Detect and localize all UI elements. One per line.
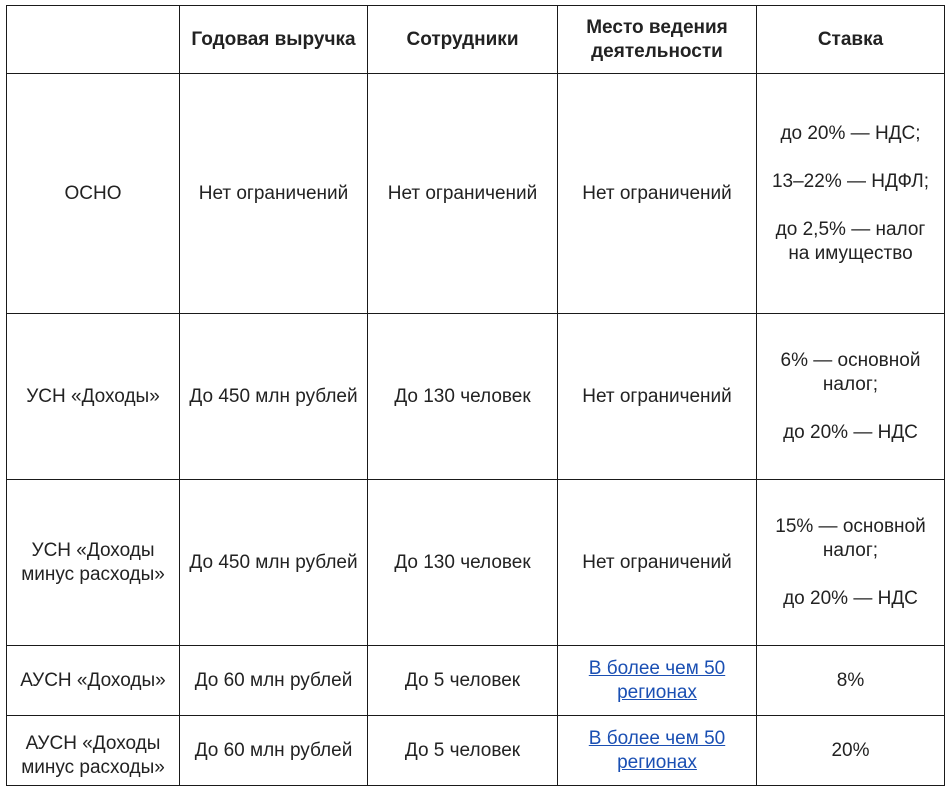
regime-cell: АУСН «Доходы» bbox=[7, 646, 180, 716]
employees-cell: До 130 человек bbox=[368, 480, 558, 646]
rate-cell bbox=[757, 480, 945, 646]
rate-line: 15% — основной налог; bbox=[775, 515, 926, 561]
rate-cell: 8% bbox=[757, 646, 945, 716]
location-cell: Нет ограничений bbox=[558, 314, 757, 480]
rate-cell bbox=[757, 74, 945, 314]
rate-line: до 2,5% — налог на имущество bbox=[775, 218, 926, 264]
revenue-cell: До 450 млн рублей bbox=[180, 480, 368, 646]
revenue-cell: До 60 млн рублей bbox=[180, 716, 368, 786]
revenue-cell: Нет ограничений bbox=[180, 74, 368, 314]
rate-line: 6% — основной налог; bbox=[780, 349, 921, 395]
table-row bbox=[7, 314, 945, 480]
revenue-cell: До 450 млн рублей bbox=[180, 314, 368, 480]
rate-line: до 20% — НДС bbox=[783, 421, 918, 443]
regime-cell: УСН «Доходы минус расходы» bbox=[7, 480, 180, 646]
regime-cell: ОСНО bbox=[7, 74, 180, 314]
location-cell bbox=[558, 646, 757, 716]
header-location: Место ведения деятельности bbox=[558, 6, 757, 74]
header-rate: Ставка bbox=[757, 6, 945, 74]
regions-link[interactable]: В более чем 50 регионах bbox=[588, 727, 726, 773]
rate-line: 13–22% — НДФЛ; bbox=[771, 170, 930, 192]
regime-text: АУСН «Доходы минус расходы» bbox=[21, 733, 165, 778]
regions-link[interactable]: В более чем 50 регионах bbox=[588, 657, 726, 703]
employees-cell: До 130 человек bbox=[368, 314, 558, 480]
employees-cell: Нет ограничений bbox=[368, 74, 558, 314]
revenue-cell: До 60 млн рублей bbox=[180, 646, 368, 716]
tax-regimes-table bbox=[6, 5, 945, 786]
regime-cell bbox=[7, 716, 180, 786]
rate-cell: 20% bbox=[757, 716, 945, 786]
rate-line: до 20% — НДС; bbox=[780, 122, 921, 144]
employees-cell: До 5 человек bbox=[368, 716, 558, 786]
table-row bbox=[7, 646, 945, 716]
location-cell bbox=[558, 716, 757, 786]
location-cell: Нет ограничений bbox=[558, 480, 757, 646]
header-row bbox=[7, 6, 945, 74]
header-employees: Сотрудники bbox=[368, 6, 558, 74]
location-cell: Нет ограничений bbox=[558, 74, 757, 314]
header-revenue: Годовая выручка bbox=[180, 6, 368, 74]
table-row bbox=[7, 480, 945, 646]
table-row bbox=[7, 716, 945, 786]
header-regime bbox=[7, 6, 180, 74]
employees-cell: До 5 человек bbox=[368, 646, 558, 716]
regime-cell: УСН «Доходы» bbox=[7, 314, 180, 480]
table-row bbox=[7, 74, 945, 314]
rate-line: до 20% — НДС bbox=[783, 587, 918, 609]
rate-cell bbox=[757, 314, 945, 480]
